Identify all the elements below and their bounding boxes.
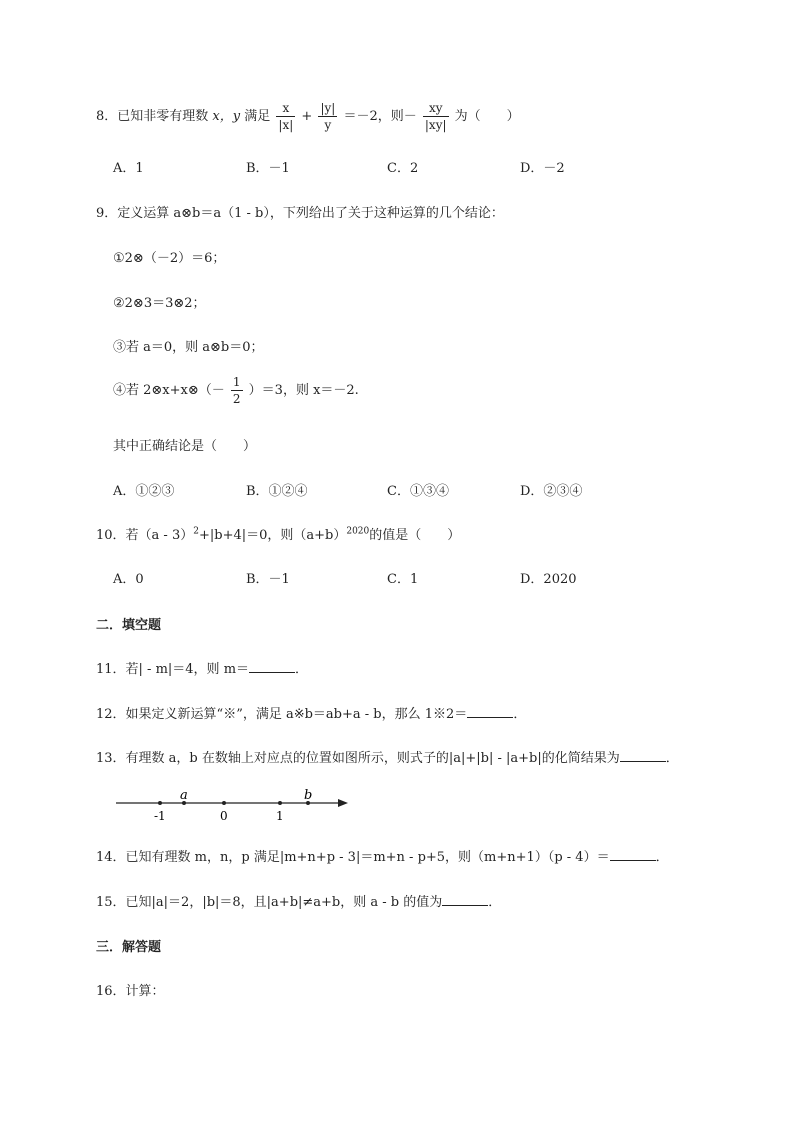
q8-f3-num: xy — [423, 100, 449, 117]
q10-pre: 10．若（a - 3） — [96, 528, 194, 543]
number-line-figure — [110, 785, 360, 825]
q12-text: 12．如果定义新运算“※”，满足 a※b＝ab+a - b，那么 1※2＝ — [96, 707, 468, 722]
q8-plus: + — [301, 109, 313, 124]
q8-prefix: 8．已知非零有理数 — [96, 109, 209, 124]
q11-answer-blank[interactable] — [249, 660, 295, 673]
q12-answer-blank[interactable] — [467, 705, 513, 718]
q8-option-b[interactable]: B．－1 — [246, 161, 290, 176]
q10-sup-1: 2 — [193, 526, 199, 537]
question-11 — [96, 658, 308, 677]
q9-s4-fraction — [231, 374, 243, 407]
q9-option-c[interactable]: C．①③④ — [387, 484, 449, 499]
question-12 — [96, 703, 526, 722]
q10-post: 的值是（ ） — [369, 528, 461, 543]
label-a: a — [180, 788, 188, 803]
q14-text: 14．已知有理数 m，n，p 满足|m+n+p - 3|＝m+n - p+5，则（m+n+1）（p - 4）＝ — [96, 850, 610, 865]
q11-end: ． — [295, 662, 309, 677]
q8-vars: x，y — [212, 109, 241, 124]
q14-end: ． — [655, 850, 669, 865]
q9-option-a[interactable]: A．①②③ — [113, 484, 175, 499]
tick-one — [278, 801, 282, 805]
q10-sup-2: 2020 — [346, 526, 370, 537]
tick-minus-one — [158, 801, 162, 805]
q8-option-a[interactable]: A．1 — [113, 161, 144, 176]
q9-option-d[interactable]: D．②③④ — [520, 484, 583, 499]
question-8-stem — [96, 100, 520, 133]
q8-f1-num: x — [276, 100, 295, 117]
q10-option-a[interactable]: A．0 — [113, 572, 144, 587]
label-b: b — [304, 788, 313, 803]
question-16: 16．计算： — [96, 984, 165, 999]
q9-option-b[interactable]: B．①②④ — [246, 484, 308, 499]
q10-option-b[interactable]: B．－1 — [246, 572, 290, 587]
q9-s4-num: 1 — [232, 375, 241, 389]
section-fill-in-title: 二．填空题 — [96, 618, 162, 633]
question-9-stem: 9．定义运算 a⊗b＝a（1 - b），下列给出了关于这种运算的几个结论： — [96, 206, 504, 221]
q8-eq: ＝－2，则－ — [343, 109, 417, 124]
q8-f2-den: y — [324, 118, 332, 132]
q10-option-c[interactable]: C．1 — [387, 572, 419, 587]
q15-text: 15．已知|a|＝2，|b|＝8，且|a+b|≠a+b，则 a - b 的值为 — [96, 895, 443, 910]
q8-fraction-3 — [423, 100, 449, 133]
label-zero: 0 — [220, 809, 228, 823]
q8-f2-num: |y| — [320, 101, 336, 115]
q8-mid: 满足 — [244, 109, 271, 124]
tick-zero — [222, 801, 226, 805]
q13-text: 13．有理数 a，b 在数轴上对应点的位置如图所示，则式子的|a|+|b| - |a+b|的化简结果为 — [96, 751, 620, 766]
label-minus-one: -1 — [154, 809, 166, 823]
q15-answer-blank[interactable] — [442, 893, 488, 906]
q9-s4-den: 2 — [232, 392, 241, 406]
q9-statement-4 — [113, 374, 359, 407]
q9-s4-post: ）＝3，则 x＝－2. — [248, 383, 359, 398]
q10-mid: +|b+4|＝0，则（a+b） — [198, 528, 347, 543]
q9-s4-pre: ④若 2⊗x+x⊗（－ — [113, 383, 225, 398]
q15-end: ． — [488, 895, 502, 910]
q8-suffix: 为（ ） — [454, 109, 520, 124]
q12-end: ． — [513, 707, 527, 722]
q13-answer-blank[interactable] — [620, 749, 666, 762]
q13-end: ． — [665, 751, 679, 766]
number-line-arrow — [338, 799, 348, 807]
q8-f1-den: |x| — [278, 118, 294, 132]
q8-fraction-1 — [276, 100, 295, 133]
q8-option-d[interactable]: D．－2 — [520, 161, 565, 176]
label-one: 1 — [276, 809, 284, 823]
q9-ask: 其中正确结论是（ ） — [113, 439, 257, 454]
question-14 — [96, 846, 669, 865]
question-10-stem — [96, 524, 460, 543]
q8-fraction-2 — [318, 100, 337, 133]
section-solve-title: 三．解答题 — [96, 940, 162, 955]
question-13 — [96, 747, 679, 766]
question-15 — [96, 891, 501, 910]
q11-text: 11．若| - m|＝4，则 m＝ — [96, 662, 250, 677]
q14-answer-blank[interactable] — [610, 848, 656, 861]
q8-option-c[interactable]: C．2 — [387, 161, 419, 176]
q9-statement-1: ①2⊗（－2）＝6； — [113, 251, 226, 266]
q8-f3-den: |xy| — [424, 118, 447, 132]
q9-statement-2: ②2⊗3＝3⊗2； — [113, 296, 206, 311]
q9-statement-3: ③若 a＝0，则 a⊗b＝0； — [113, 340, 264, 355]
q10-option-d[interactable]: D．2020 — [520, 572, 577, 587]
